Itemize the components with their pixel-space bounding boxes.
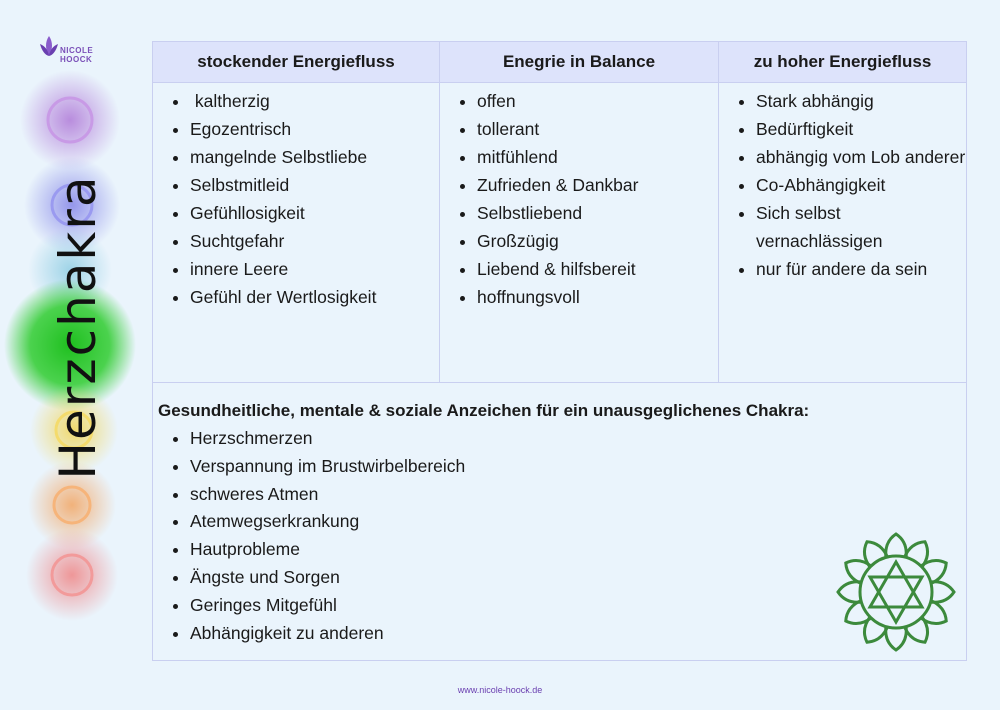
list-item: • tollerant xyxy=(477,115,718,143)
lotus-logo-icon xyxy=(38,34,60,60)
list-excess-flow xyxy=(719,83,966,283)
column-excess-flow xyxy=(719,83,967,383)
list-item: • Abhängigkeit zu anderen xyxy=(190,620,966,648)
list-item: • Großzügig xyxy=(477,227,718,255)
list-blocked-flow xyxy=(153,83,439,311)
signs-section xyxy=(153,383,967,661)
list-item: • innere Leere xyxy=(190,255,439,283)
list-item: • offen xyxy=(477,87,718,115)
list-item: • schweres Atmen xyxy=(190,481,966,509)
logo-name-line2: HOOCK xyxy=(60,55,93,64)
list-item: • Liebend & hilfsbereit xyxy=(477,255,718,283)
column-blocked-flow xyxy=(153,83,440,383)
list-item: • nur für andere da sein xyxy=(756,255,966,283)
list-item: • Gefühllosigkeit xyxy=(190,199,439,227)
list-item: • Herzschmerzen xyxy=(190,425,966,453)
energy-table xyxy=(152,41,967,661)
lotus-petal xyxy=(886,626,907,650)
list-item: • Hautprobleme xyxy=(190,536,966,564)
table-body-row xyxy=(153,83,967,383)
list-item: • Suchtgefahr xyxy=(190,227,439,255)
signs-title: Gesundheitliche, mentale & soziale Anzeichen für ein unausgeglichenes Chakra: xyxy=(158,401,810,420)
list-item: • Gefühl der Wertlosigkeit xyxy=(190,283,439,311)
signs-row xyxy=(153,383,967,661)
list-balance xyxy=(440,83,718,311)
header-blocked-flow: stockender Energiefluss xyxy=(153,42,440,83)
lotus-petal xyxy=(886,534,907,558)
list-item: • Selbstmitleid xyxy=(190,171,439,199)
list-item: • Verspannung im Brustwirbelbereich xyxy=(190,453,966,481)
list-item: • Atemwegserkrankung xyxy=(190,508,966,536)
lotus-petal xyxy=(930,582,954,603)
list-item: • Co-Abhängigkeit xyxy=(756,171,966,199)
vertical-title: Herzchakra xyxy=(49,174,107,480)
lotus-petal xyxy=(838,582,862,603)
list-item: • hoffnungsvoll xyxy=(477,283,718,311)
list-item: • Zufrieden & Dankbar xyxy=(477,171,718,199)
heart-chakra-symbol-icon xyxy=(834,530,958,654)
footer-url[interactable]: www.nicole-hoock.de xyxy=(457,685,543,695)
list-item: • Sich selbst vernachlässigen xyxy=(756,199,966,255)
list-item: • Selbstliebend xyxy=(477,199,718,227)
header-balance: Enegrie in Balance xyxy=(440,42,719,83)
list-item: • kaltherzig xyxy=(190,87,439,115)
list-item: • mangelnde Selbstliebe xyxy=(190,143,439,171)
list-item: • Bedürftigkeit xyxy=(756,115,966,143)
list-item: • Geringes Mitgefühl xyxy=(190,592,966,620)
table-header-row xyxy=(153,42,967,83)
crown-chakra-icon xyxy=(20,70,120,170)
root-chakra-icon xyxy=(26,529,118,621)
logo-name-line1: NICOLE xyxy=(60,46,94,55)
column-balance xyxy=(440,83,719,383)
list-item: • abhängig vom Lob anderer xyxy=(756,143,966,171)
list-item: • Stark abhängig xyxy=(756,87,966,115)
header-excess-flow: zu hoher Energiefluss xyxy=(719,42,967,83)
logo-text xyxy=(60,46,93,64)
list-item: • Ängste und Sorgen xyxy=(190,564,966,592)
list-item: • mitfühlend xyxy=(477,143,718,171)
list-item: • Egozentrisch xyxy=(190,115,439,143)
